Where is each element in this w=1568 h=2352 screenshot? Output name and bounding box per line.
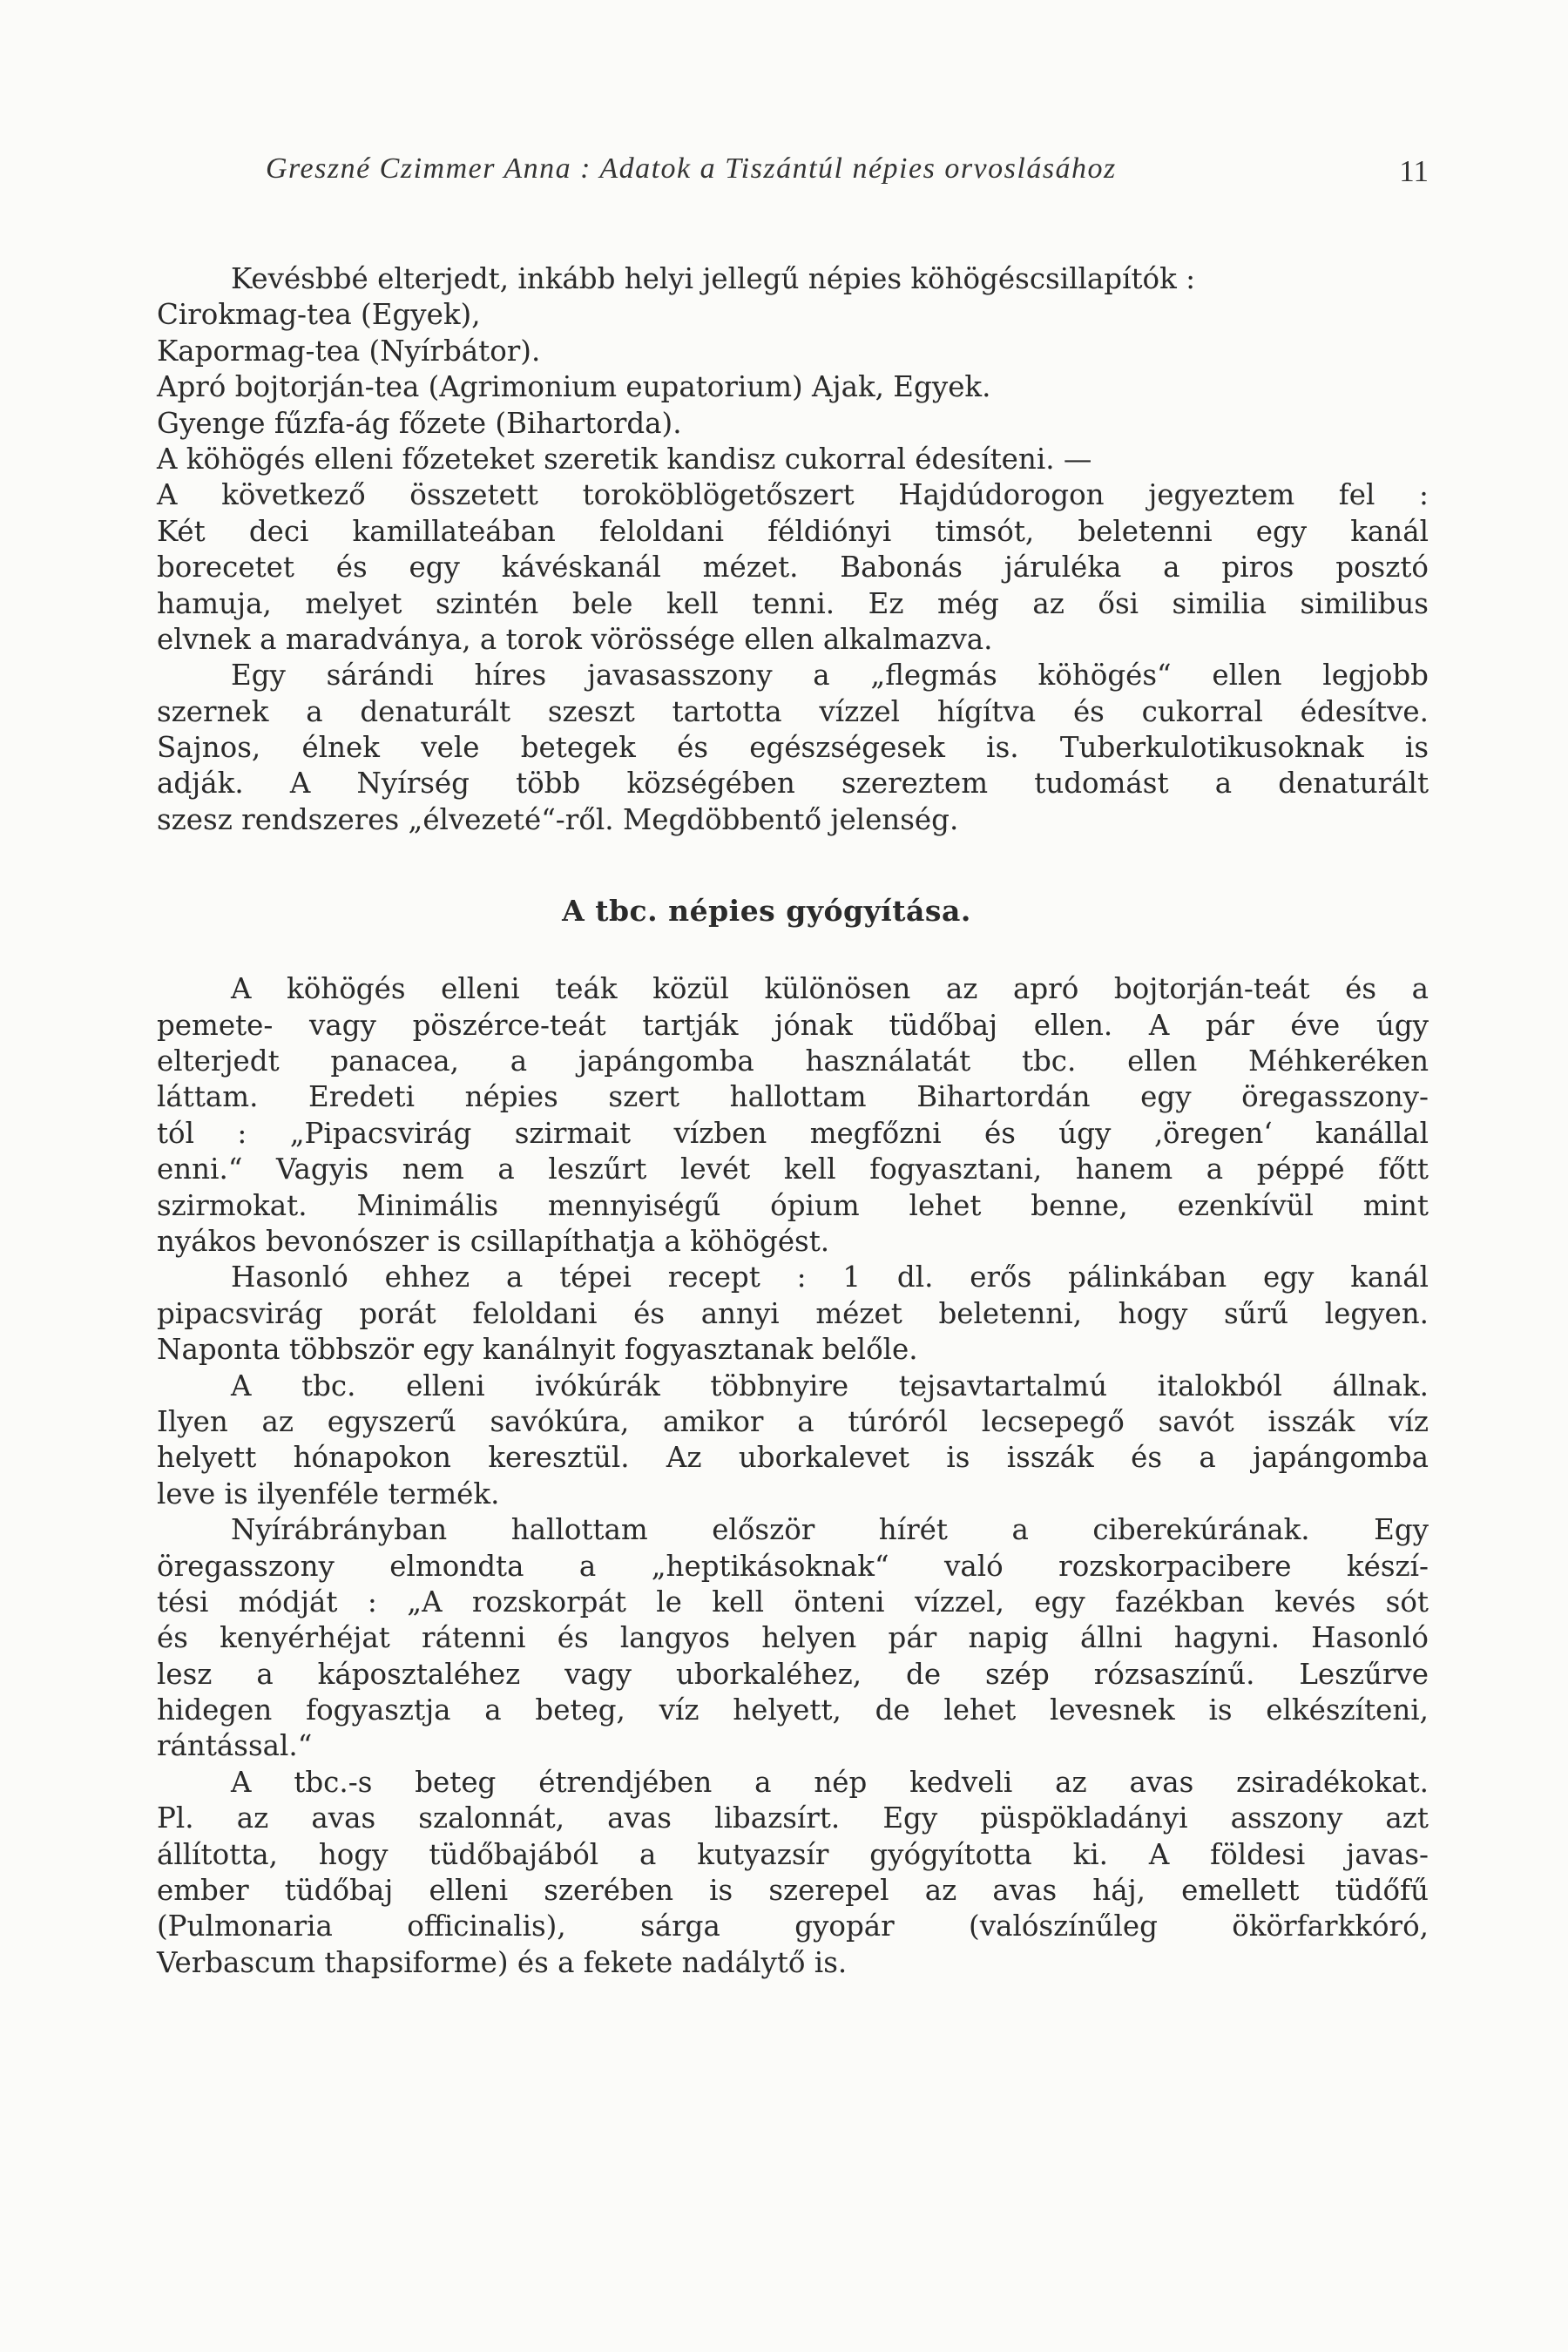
section-tbc-treatment [157, 971, 1429, 1981]
text-line: pipacsvirág porát feloldani és annyi mézet beletenni, hogy sűrű legyen. [157, 1296, 1429, 1330]
text-line: Hasonló ehhez a tépei recept : 1 dl. erős pálinkában egy kanál [231, 1260, 1429, 1294]
text-line: A köhögés elleni főzeteket szeretik kandisz cukorral édesíteni. — [157, 442, 1092, 476]
running-title: Greszné Czimmer Anna : Adatok a Tiszántúl népies orvoslásához [266, 152, 1117, 185]
text-line: Ilyen az egyszerű savókúra, amikor a túróról lecsepegő savót isszák víz [157, 1404, 1429, 1438]
text-line: A tbc. elleni ivókúrák többnyire tejsavtartalmú italokból állnak. [231, 1369, 1429, 1402]
text-line: adják. A Nyírség több községében szereztem tudomást a denaturált [157, 767, 1429, 801]
text-line: tési módját : „A rozskorpát le kell önteni vízzel, egy fazékban kevés sót [157, 1585, 1429, 1619]
article-body [157, 261, 1429, 1981]
text-line: Pl. az avas szalonnát, avas libazsírt. Egy püspökladányi asszony azt [157, 1801, 1429, 1835]
text-line: szernek a denaturált szeszt tartotta vízzel hígítva és cukorral édesítve. [157, 694, 1429, 728]
text-line: Gyenge fűzfa-ág főzete (Bihartorda). [157, 406, 682, 440]
section-heading: A tbc. népies gyógyítása. [562, 894, 971, 929]
text-line: és kenyérhéjat rátenni és langyos helyen pár napig állni hagyni. Hasonló [157, 1621, 1429, 1655]
text-line: Kapormag-tea (Nyírbátor). [157, 334, 541, 368]
text-line: elterjedt panacea, a japángomba használatát tbc. ellen Méhkeréken [157, 1044, 1429, 1078]
text-line: ember tüdőbaj elleni szerében is szerepel az avas háj, emellett tüdőfű [157, 1874, 1429, 1908]
text-line: tól : „Pipacsvirág szirmait vízben megfőzni és úgy ‚öregen‘ kanállal [157, 1116, 1429, 1150]
text-line: Kevésbbé elterjedt, inkább helyi jellegű népies köhögéscsillapítók : [231, 262, 1196, 295]
running-header [266, 152, 1429, 194]
text-line: Sajnos, élnek vele betegek és egészségesek is. Tuberkulotikusoknak is [157, 731, 1429, 765]
text-line: Verbascum thapsiforme) és a fekete nadálytő is. [157, 1945, 848, 1979]
text-line: rántással.“ [157, 1729, 313, 1763]
page-number: 11 [1399, 154, 1429, 188]
section-cough-remedies [157, 261, 1429, 838]
text-line: szirmokat. Minimális mennyiségű ópium lehet benne, ezenkívül mint [157, 1188, 1429, 1222]
text-line: A tbc.-s beteg étrendjében a nép kedveli az avas zsiradékokat. [231, 1765, 1429, 1799]
text-line: Apró bojtorján-tea (Agrimonium eupatorium) Ajak, Egyek. [157, 370, 991, 404]
text-line: enni.“ Vagyis nem a leszűrt levét kell fogyasztani, hanem a péppé főtt [157, 1152, 1429, 1186]
text-line: A következő összetett toroköblögetőszert Hajdúdorogon jegyeztem fel : [157, 478, 1429, 512]
text-line: borecetet és egy kávéskanál mézet. Babonás járuléka a piros posztó [157, 551, 1429, 585]
text-line: leve is ilyenféle termék. [157, 1477, 500, 1511]
text-line: öregasszony elmondta a „heptikásoknak“ való rozskorpacibere készí- [157, 1549, 1429, 1583]
text-line: Egy sárándi híres javasasszony a „flegmás köhögés“ ellen legjobb [231, 659, 1429, 693]
text-line: állította, hogy tüdőbajából a kutyazsír gyógyította ki. A földesi javas- [157, 1837, 1429, 1871]
text-line: Naponta többször egy kanálnyit fogyasztanak belőle. [157, 1333, 918, 1367]
text-line: Nyírábrányban hallottam először hírét a ciberekúrának. Egy [231, 1513, 1429, 1547]
text-line: elvnek a maradványa, a torok vörössége ellen alkalmazva. [157, 622, 993, 656]
text-line: helyett hónapokon keresztül. Az uborkalevet is isszák és a japángomba [157, 1441, 1429, 1475]
text-line: lesz a káposztaléhez vagy uborkaléhez, de szép rózsaszínű. Leszűrve [157, 1657, 1429, 1691]
text-line: Két deci kamillateában feloldani féldiónyi timsót, beletenni egy kanál [157, 514, 1429, 548]
text-line: hidegen fogyasztja a beteg, víz helyett, de lehet levesnek is elkészíteni, [157, 1693, 1429, 1727]
text-line: nyákos bevonószer is csillapíthatja a köhögést. [157, 1224, 830, 1258]
text-line: (Pulmonaria officinalis), sárga gyopár (valószínűleg ökörfarkkóró, [157, 1909, 1429, 1943]
text-line: szesz rendszeres „élvezeté“-ről. Megdöbbentő jelenség. [157, 802, 959, 836]
text-line: hamuja, melyet szintén bele kell tenni. Ez még az ősi similia similibus [157, 586, 1429, 620]
text-line: láttam. Eredeti népies szert hallottam Bihartordán egy öregasszony- [157, 1080, 1429, 1114]
text-line: Cirokmag-tea (Egyek), [157, 298, 481, 332]
text-line: A köhögés elleni teák közül különösen az apró bojtorján-teát és a [231, 972, 1429, 1006]
text-line: pemete- vagy pöszérce-teát tartják jónak tüdőbaj ellen. A pár éve úgy [157, 1008, 1429, 1042]
